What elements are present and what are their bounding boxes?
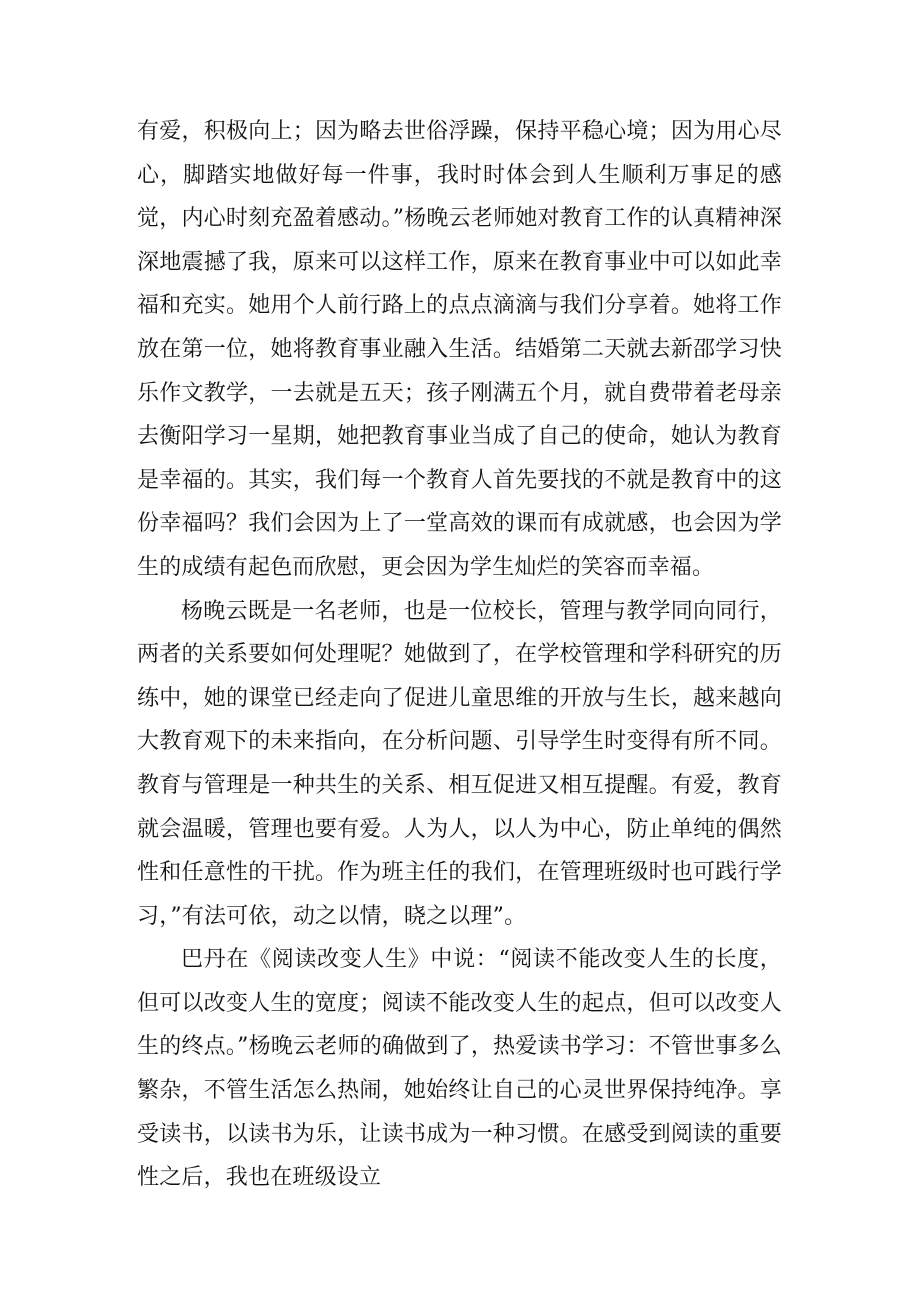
paragraph-2: 杨晚云既是一名老师，也是一位校长，管理与教学同向同行，两者的关系要如何处理呢？她做到了，在学校管理和学科研究的历练中，她的课堂已经走向了促进儿童思维的开放与生长，越来越向大教育观下的未来指向，在分析问题、引导学生时变得有所不同。教育与管理是一种共生的关系、相互促进又相互提醒。有爱，教育就会温暖，管理也要有爱。人为人，以人为中心，防止单纯的偶然性和任意性的干扰。作为班主任的我们，在管理班级时也可践行学习，”有法可依，动之以情，晓之以理”。: [137, 598, 782, 929]
document-body: [137, 110, 782, 1200]
paragraph-1: 有爱，积极向上；因为略去世俗浮躁，保持平稳心境；因为用心尽心，脚踏实地做好每一件事，我时时体会到人生顺利万事足的感觉，内心时刻充盈着感动。”杨晚云老师她对教育工作的认真精神深深地震撼了我，原来可以这样工作，原来在教育事业中可以如此幸福和充实。她用个人前行路上的点点滴滴与我们分享着。她将工作放在第一位，她将教育事业融入生活。结婚第二天就去新邵学习快乐作文教学，一去就是五天；孩子刚满五个月，就自费带着老母亲去衡阳学习一星期，她把教育事业当成了自己的使命，她认为教育是幸福的。其实，我们每一个教育人首先要找的不就是教育中的这份幸福吗？我们会因为上了一堂高效的课而有成就感，也会因为学生的成绩有起色而欣慰，更会因为学生灿烂的笑容而幸福。: [137, 119, 782, 580]
paragraph-3: 巴丹在《阅读改变人生》中说：“阅读不能改变人生的长度，但可以改变人生的宽度；阅读不能改变人生的起点，但可以改变人生的终点。”杨晚云老师的确做到了，热爱读书学习：不管世事多么繁杂，不管生活怎么热闹，她始终让自己的心灵世界保持纯净。享受读书，以读书为乐，让读书成为一种习惯。在感受到阅读的重要性之后，我也在班级设立: [137, 947, 782, 1191]
